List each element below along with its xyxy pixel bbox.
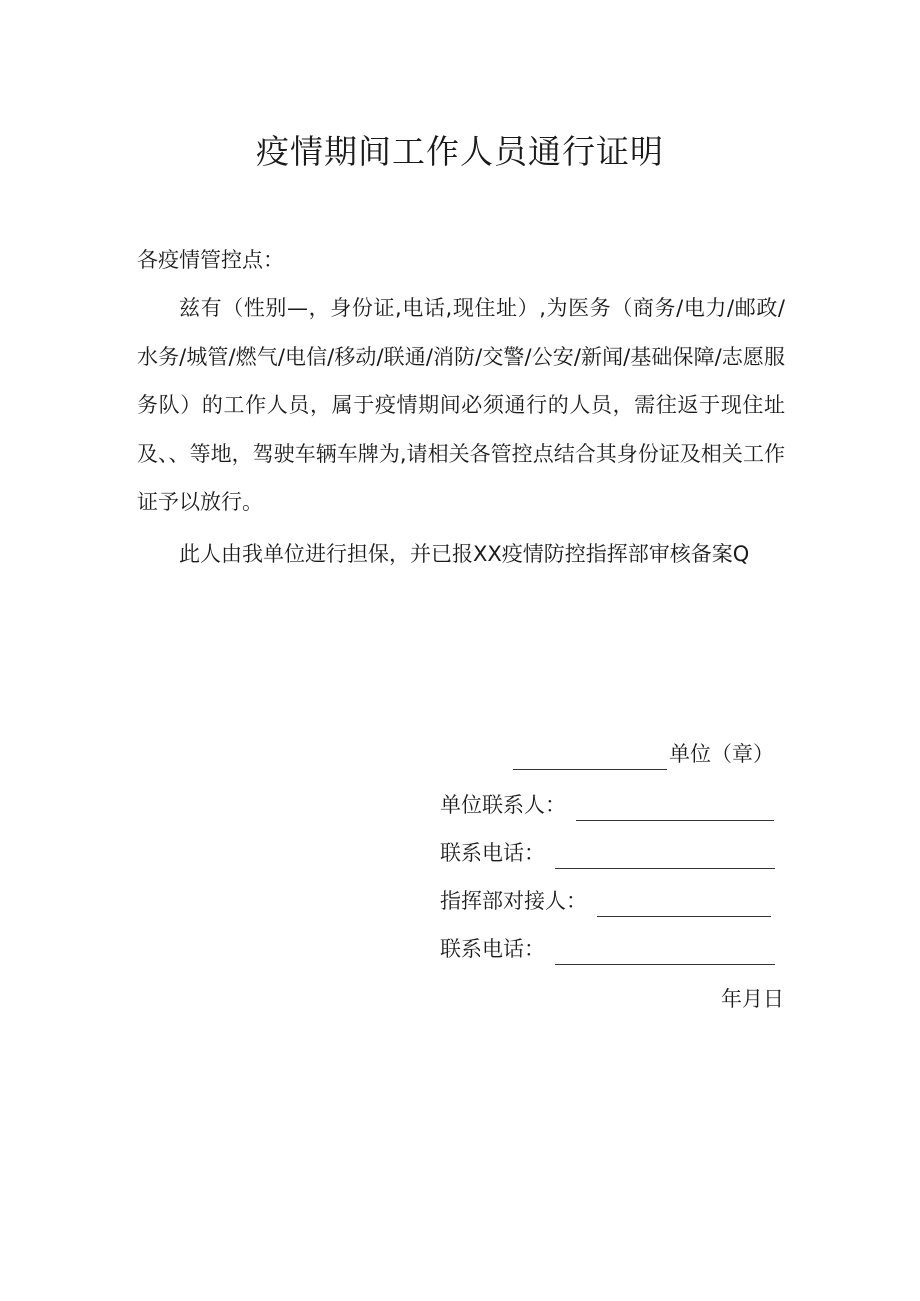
unit-seal-label: 单位（章） [669, 742, 774, 766]
date-line: 年月日 [721, 987, 784, 1011]
phone-line-1 [440, 837, 775, 869]
command-liaison-line [440, 885, 771, 917]
command-liaison-blank [597, 894, 771, 917]
phone-line-2 [440, 933, 775, 965]
unit-contact-blank [576, 798, 774, 821]
unit-name-blank [513, 747, 667, 770]
phone-blank-2 [555, 942, 775, 965]
salutation: 各疫情管控点： [137, 248, 284, 272]
phone-label-2: 联系电话： [440, 937, 545, 961]
unit-contact-label: 单位联系人： [440, 793, 566, 817]
body-paragraph-1: 兹有（性别—，身份证,电话,现住址）,为医务（商务/电力/邮政/水务/城管/燃气/电信/移动/联通/消防/交警/公安/新闻/基础保障/志愿服务队）的工作人员，属于疫情期间必须通行的人员，需往返于现住址及、、等地，驾驶车辆车牌为,请相关各管控点结合其身份证及相关工作证予以放行。 [137, 296, 785, 514]
command-liaison-label: 指挥部对接人： [440, 889, 587, 913]
unit-contact-line [440, 789, 774, 821]
phone-label-1: 联系电话： [440, 841, 545, 865]
unit-seal-line [513, 738, 774, 770]
document-title: 疫情期间工作人员通行证明 [256, 132, 664, 171]
phone-blank-1 [555, 846, 775, 869]
body-paragraph-2: 此人由我单位进行担保，并已报XX疫情防控指挥部审核备案Q [179, 542, 750, 566]
